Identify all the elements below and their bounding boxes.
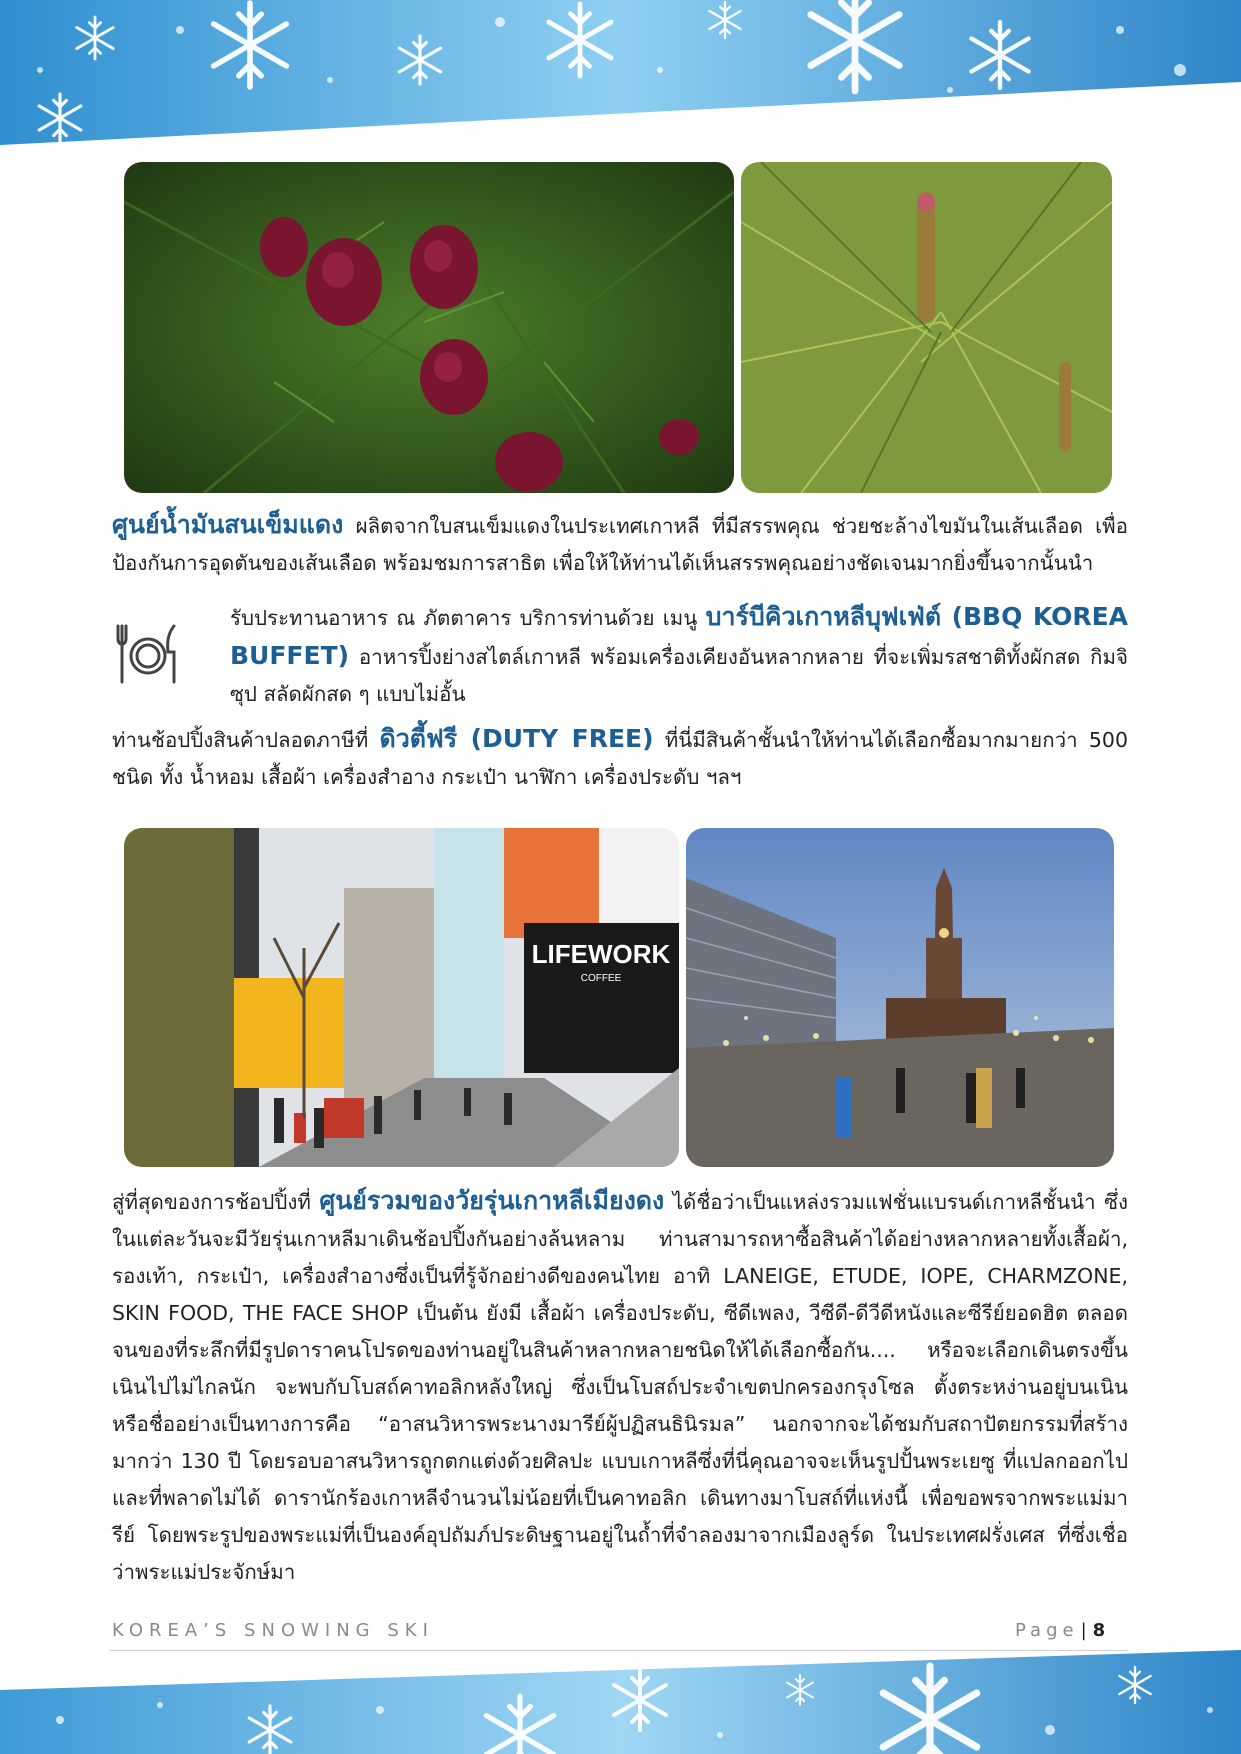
paragraph-pine-oil-center: [112, 506, 1128, 582]
page-label: Page: [1015, 1620, 1079, 1641]
paragraph-myeongdong: [112, 1182, 1128, 1591]
photo-myeongdong-street: [124, 828, 679, 1167]
photo-myeongdong-cathedral: [686, 828, 1114, 1167]
pine-oil-center-text: ผลิตจากใบสนเข็มแดงในประเทศเกาหลี ที่มีสรรพคุณ ช่วยชะล้างไขมันในเส้นเลือด เพื่อป้องกันการอุดตันของเส้นเลือด พร้อมชมการสาธิต เพื่อให้ให้ท่านได้เห็นสรรพคุณอย่างชัดเจนมากยิ่งขึ้นจากนั้นนำ: [112, 514, 1128, 575]
myeongdong-text-after: ได้ชื่อว่าเป็นแหล่งรวมแฟชั่นแบรนด์เกาหลีชั้นนำ ซึ่งในแต่ละวันจะมีวัยรุ่นเกาหลีมาเดินช้อปปิ้งกันอย่างล้นหลาม ท่านสามารถหาซื้อสินค้าได้อย่างหลากหลายทั้งเสื้อผ้า, รองเท้า, กระเป๋า, เครื่องสำอางซึ่งเป็นที่รู้จักอย่างดีของคนไทย อาทิ LANEIGE, ETUDE, IOPE, CHARMZONE, SKIN FOOD, THE FACE SHOP เป็นต้น ยังมี เสื้อผ้า เครื่องประดับ, ซีดีเพลง, วีซีดี-ดีวีดีหนังและซีรีย์ยอดฮิต ตลอดจนของที่ระลึกที่มีรูปดาราคนโปรดของท่านอยู่ในสินค้าหลากหลายชนิดให้ได้เลือกซื้อกัน.... หรือจะเลือกเดินตรงขึ้นเนินไปไม่ไกลนัก จะพบกับโบสถ์คาทอลิกหลังใหญ่ ซึ่งเป็นโบสถ์ประจำเขตปกครองกรุงโซล ตั้งตระหง่านอยู่บนเนิน หรือชื่ออย่างเป็นทางการคือ “อาสนวิหารพระนางมารีย์ผู้ปฏิสนธินิรมล” นอกจากจะได้ชมกับสถาปัตยกรรมที่สร้างมากว่า 130 ปี โดยรอบอาสนวิหารถูกตกแต่งด้วยศิลปะ แบบเกาหลีซึ่งที่นี่คุณอาจจะเห็นรูปปั้นพระเยซู ที่แปลกออกไป และที่พลาดไม่ได้ ดารานักร้องเกาหลีจำนวนไม่น้อยที่เป็นคาทอลิก เดินทางมาโบสถ์ที่แห่งนี้ เพื่อขอพรจากพระแม่มารีย์ โดยพระรูปของพระแม่ที่เป็นองค์อุปถัมภ์ประดิษฐานอยู่ในถ้ำที่จำลองมาจากเมืองลูร์ด ในประเทศฝรั่งเศส ที่ซึ่งเชื่อว่าพระแม่ประจักษ์มา: [112, 1190, 1128, 1584]
plate-fork-knife-icon: [116, 618, 180, 686]
paragraph-meal: [230, 598, 1128, 713]
photo-pine-needles: [741, 162, 1112, 493]
duty-free-title: ดิวตี้ฟรี (DUTY FREE): [379, 724, 654, 753]
meal-title: บาร์บีคิวเกาหลีบุฟเฟ่ต์ (BBQ KOREA BUFFET): [230, 602, 1128, 670]
paragraph-duty-free: [112, 720, 1128, 796]
myeongdong-text-before: สู่ที่สุดของการช้อปปิ้งที่: [112, 1190, 320, 1214]
meal-text-after: อาหารปิ้งย่างสไตล์เกาหลี พร้อมเครื่องเคียงอันหลากหลาย ที่จะเพิ่มรสชาติทั้งผักสด กิมจิ ซุป สลัดผักสด ๆ แบบไม่อั้น: [230, 645, 1128, 706]
lifework-sign: LIFEWORK: [531, 939, 671, 969]
myeongdong-title: ศูนย์รวมของวัยรุ่นเกาหลีเมียงดง: [319, 1186, 665, 1215]
duty-free-text-after: ที่นี่มีสินค้าชั้นนำให้ท่านได้เลือกซื้อมากมายกว่า 500 ชนิด ทั้ง น้ำหอม เสื้อผ้า เครื่องสำอาง กระเป๋า นาฬิกา เครื่องประดับ ฯลฯ: [112, 728, 1128, 789]
page-number: [1015, 1620, 1105, 1641]
page-number-value: 8: [1092, 1620, 1106, 1641]
footer-title: KOREA’S SNOWING SKI: [112, 1620, 434, 1641]
bottom-snow-banner: [0, 1650, 1241, 1754]
photo-red-pine-cones: [124, 162, 734, 493]
pine-oil-center-title: ศูนย์น้ำมันสนเข็มแดง: [112, 510, 344, 539]
page-separator: |: [1080, 1620, 1087, 1641]
duty-free-text-before: ท่านช้อปปิ้งสินค้าปลอดภาษีที่: [112, 728, 380, 752]
top-snow-banner: [0, 0, 1241, 150]
meal-text-before: รับประทานอาหาร ณ ภัตตาคาร บริการท่านด้วย เมนู: [230, 606, 706, 630]
lifework-sign-sub: COFFEE: [580, 973, 622, 984]
